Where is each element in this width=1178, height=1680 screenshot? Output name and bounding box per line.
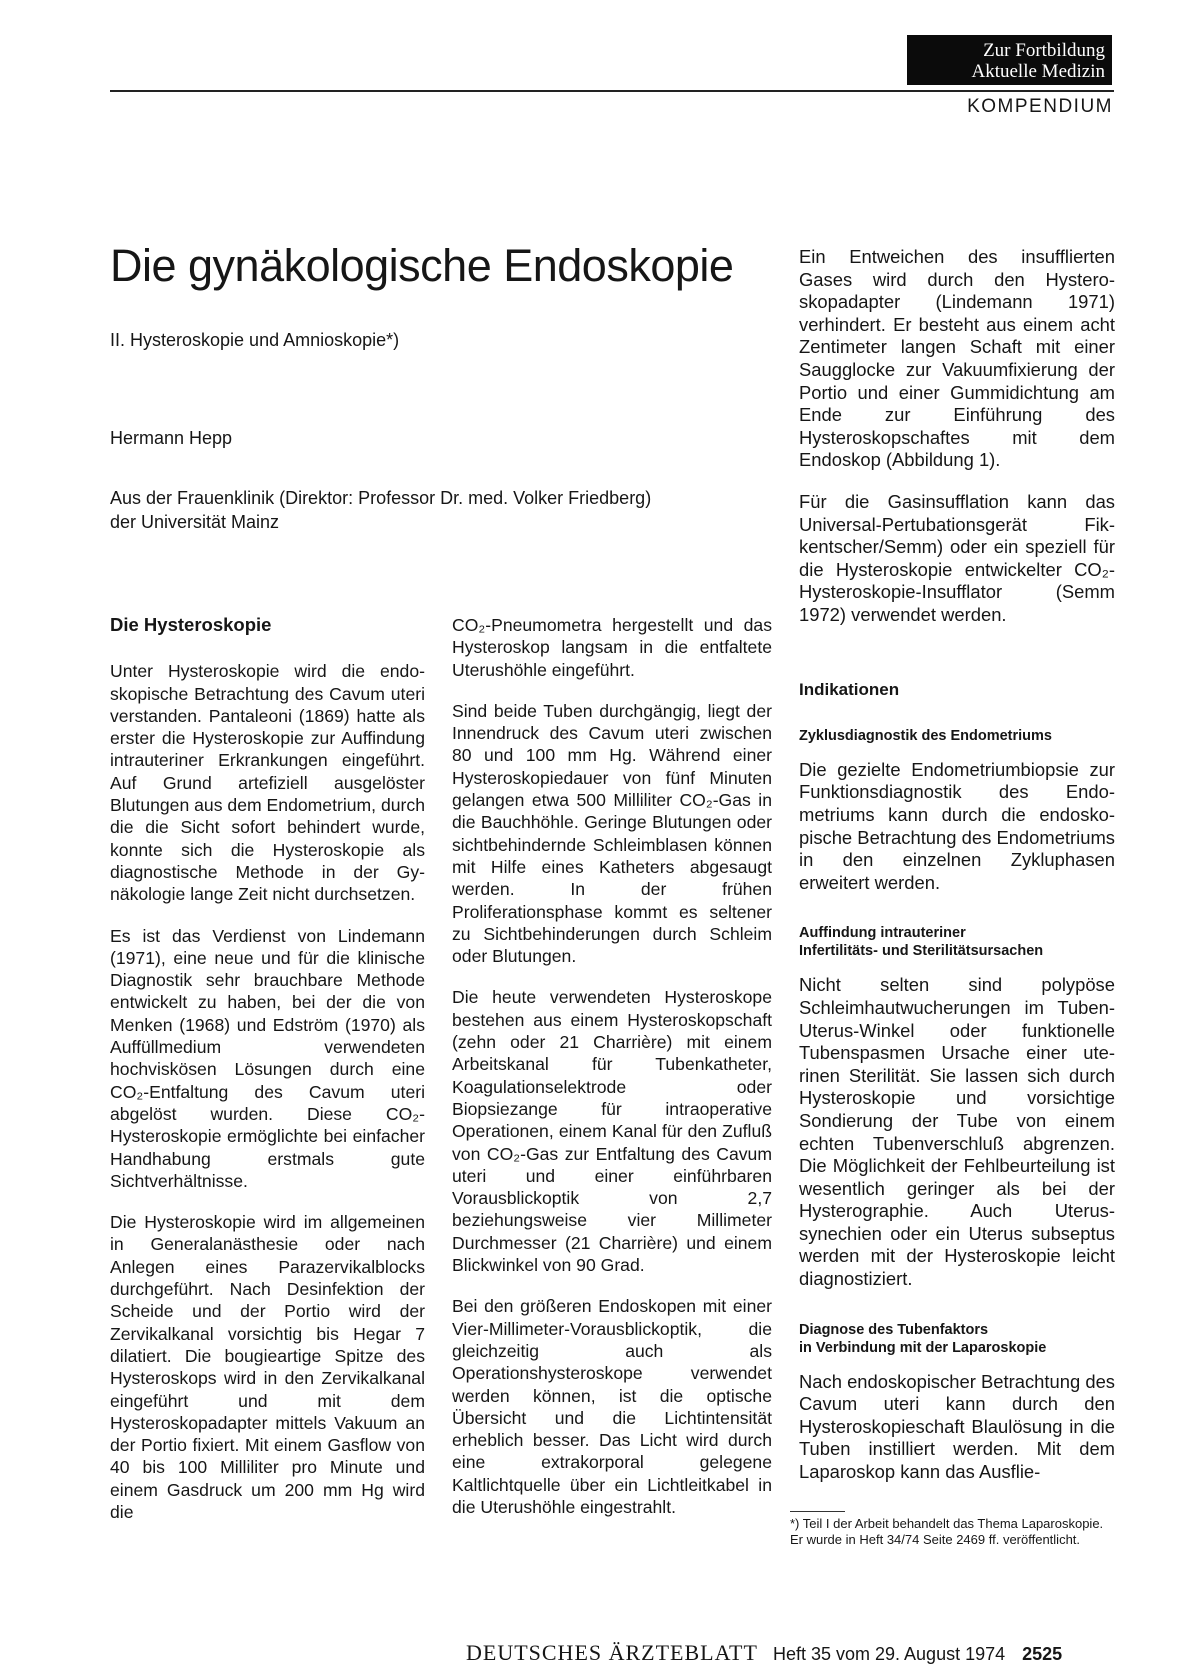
subheading-auffindung: Auffindung intrauteriner Infertilitäts- und Sterilitätsursachen <box>799 925 1044 960</box>
footnote-rule <box>790 1511 845 1512</box>
paragraph: CO₂-Pneumometra hergestellt und das Hysteroskop langsam in die entfaltete Uterushöhle eingeführt. <box>452 615 772 680</box>
paragraph: Nicht selten sind polypöse Schleimhautwucherungen im Tuben-Uterus-Winkel oder funktionelle Tubenspasmen Ursache einer uterinen Sterilität. Sie lassen sich durch Hysteroskopie und vorsichtige Sondierung der Tube von einem echten Tubenverschluß abgrenzen. Die Möglichkeit der Fehlbeurteilung ist wesentlich geringer als bei der Hysterographie. Auch Uterussynechien oder ein Uterus subseptus werden mit der Hysteroskopie leicht diagnostiziert. <box>799 974 1115 1290</box>
paragraph: Die heute verwendeten Hysteroskope bestehen aus einem Hysteroskopschaft (zehn oder 21 Charrière) mit einem Arbeitskanal für Tubenkatheter, Koagulationselektrode oder Biopsiezange für intraoperative Operationen, einem Kanal für den Zufluß von CO₂-Gas zur Entfaltung des Cavum uteri und einer einführbaren Vorausblickoptik von 2,7 beziehungsweise vier Millimeter Durchmesser (21 Charrière) und einem Blickwinkel von 90 Grad. <box>452 987 772 1276</box>
subheading-zyklusdiagnostik: Zyklusdiagnostik des Endometriums <box>799 727 1052 744</box>
text-column-3 <box>799 246 1115 1503</box>
footnote: *) Teil I der Arbeit behandelt das Thema Laparoskopie. Er wurde in Heft 34/74 Seite 2469 ff. veröffentlicht. <box>790 1516 1104 1547</box>
text-column-1 <box>110 614 425 1542</box>
section-badge <box>907 35 1112 85</box>
page-number: 2525 <box>1022 1644 1063 1664</box>
page-footer <box>466 1640 1062 1666</box>
author-affiliation <box>110 486 750 534</box>
paragraph: Für die Gasinsufflation kann das Universal-Pertubationsgerät Fikkentscher/Semm) oder ein speziell für die Hysteroskopie entwickelter CO₂-Hysteroskopie-Insufflator (Semm 1972) verwendet werden. <box>799 490 1115 625</box>
article-subtitle: II. Hysteroskopie und Amnioskopie*) <box>110 330 400 350</box>
affiliation-line-2: der Universität Mainz <box>110 512 280 532</box>
subheading-tubenfaktor: Diagnose des Tubenfaktors in Verbindung mit der Laparoskopie <box>799 1321 1047 1356</box>
paragraph: Ein Entweichen des insufflierten Gases wird durch den Hysteroskopadapter (Lindemann 1971) verhindert. Er besteht aus einem acht Zentimeter langen Schaft mit einer Saugglocke zur Vakuumfixierung der Portio und einer Gummidichtung am Ende zur Einführung des Hysteroskopschaftes mit dem Endoskop (Abbildung 1). <box>799 246 1115 471</box>
paragraph: Sind beide Tuben durchgängig, liegt der Innendruck des Cavum uteri zwischen 80 und 100 mm Hg. Während einer Hysteroskopiedauer von fünf Minuten gelangen etwa 500 Milliliter CO₂-Gas in die Bauchhöhle. Geringe Blutungen oder sichtbehindernde Schleimblasen können mit Hilfe eines Katheters abgesaugt werden. In der frühen Proliferationsphase kommt es seltener zu Sichtbehinderungen durch Schleim oder Blutungen. <box>452 700 772 967</box>
paragraph: Es ist das Verdienst von Lindemann (1971), eine neue und für die klinische Diagnostik sehr brauchbare Methode entwickelt zu haben, bei der die von Menken (1968) und Edström (1970) als Auffüllmedium verwendeten hochviskösen Lösungen durch eine CO₂-Entfaltung des Cavum uteri abgelöst wurden. Diese CO₂-Hysteroskopie ermöglichte bei einfacher Handhabung erstmals gute Sichtverhältnisse. <box>110 925 425 1191</box>
section-label: KOMPENDIUM <box>967 96 1113 117</box>
article-author: Hermann Hepp <box>110 428 233 448</box>
paragraph: Die Hysteroskopie wird im allgemeinen in Generalanästhesie oder nach Anlegen eines Parazervikalblocks durchgeführt. Nach Desinfektion der Scheide und der Portio wird der Zervikalkanal vorsichtig bis Hegar 7 dilatiert. Die bougieartige Spitze des Hysteroskops wird in den Zervikalkanal eingeführt und mit dem Hysteroskopadapter mittels Vakuum an der Portio fixiert. Mit einem Gasflow von 40 bis 100 Milliliter pro Minute und einem Gasdruck um 200 mm Hg wird die <box>110 1212 425 1522</box>
paragraph: Unter Hysteroskopie wird die endoskopische Betrachtung des Cavum uteri verstanden. Pantaleoni (1869) hatte als erster die Hysteroskopie zur Auffindung intrauteriner Erkrankungen eingeführt. Auf Grund artefiziell ausgelöster Blutungen aus dem Endometrium, durch die die Sicht sofort behindert wurde, konnte sich die Hysteroskopie als diagnostische Methode in der Gynäkologie lange Zeit nicht durchsetzen. <box>110 661 425 905</box>
badge-line-1: Zur Fortbildung <box>983 40 1105 61</box>
paragraph: Die gezielte Endometriumbiopsie zur Funktionsdiagnostik des Endometriums kann durch die endoskopische Betrachtung des Endometriums in den einzelnen Zykluphasen erweitert werden. <box>799 758 1115 893</box>
text-column-2 <box>452 614 772 1537</box>
article-title: Die gynäkologische Endoskopie <box>110 240 734 291</box>
issue-info: Heft 35 vom 29. August 1974 <box>772 1644 1006 1664</box>
affiliation-line-1: Aus der Frauenklinik (Direktor: Professor Dr. med. Volker Friedberg) <box>110 488 652 508</box>
section-heading-indikationen: Indikationen <box>799 679 900 699</box>
journal-name: DEUTSCHES ÄRZTEBLATT <box>466 1640 758 1665</box>
badge-line-2: Aktuelle Medizin <box>971 61 1105 82</box>
section-heading-hysteroskopie: Die Hysteroskopie <box>110 614 272 635</box>
paragraph: Nach endoskopischer Betrachtung des Cavum uteri kann durch den Hysteroskopieschaft Blaulösung in die Tuben instilliert werden. Mit dem Laparoskop kann das Ausflie- <box>799 1370 1115 1483</box>
paragraph: Bei den größeren Endoskopen mit einer Vier-Millimeter-Vorausblickoptik, die gleichzeitig auch als Operationshysteroskope verwendet werden können, ist die optische Übersicht und die Lichtintensität erheblich besser. Das Licht wird durch eine extrakorporal gelegene Kaltlichtquelle über ein Lichtleitkabel in die Uterushöhle eingestrahlt. <box>452 1296 772 1517</box>
header-rule <box>110 90 1114 92</box>
